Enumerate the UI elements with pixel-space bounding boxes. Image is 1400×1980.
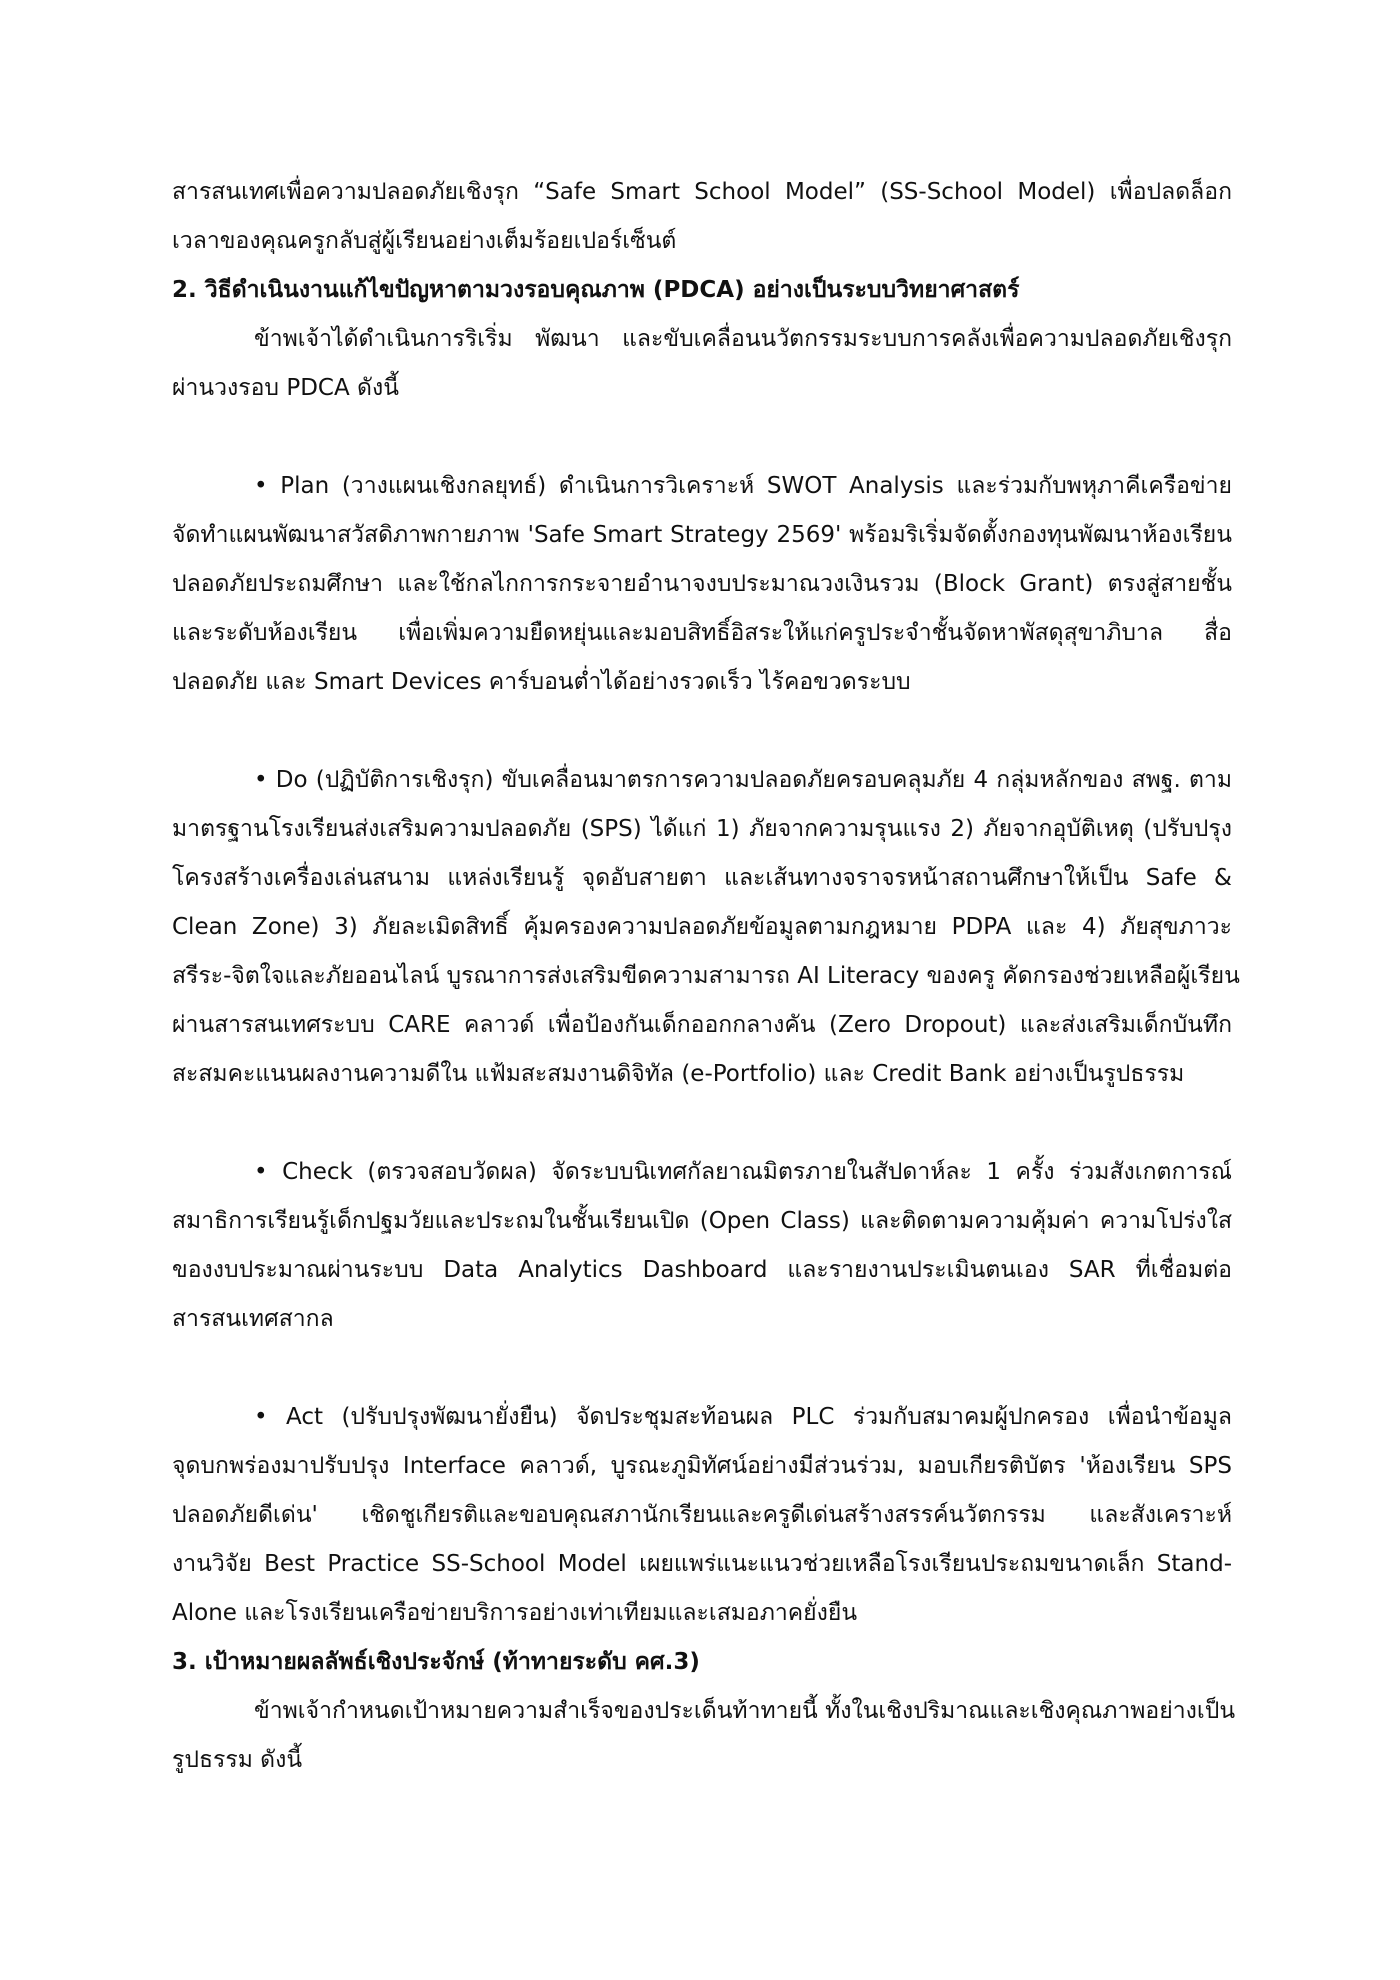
section-2-heading: 2. วิธีดำเนินงานแก้ไขปัญหาตามวงรอบคุณภาพ (PDCA) อย่างเป็นระบบวิทยาศาสตร์: [172, 277, 1020, 303]
plan-line-3: ปลอดภัยประถมศึกษา และใช้กลไกการกระจายอำนาจงบประมาณวงเงินรวม (Block Grant) ตรงสู่สายชั้น: [172, 571, 1232, 597]
do-line-2: มาตรฐานโรงเรียนส่งเสริมความปลอดภัย (SPS) ได้แก่ 1) ภัยจากความรุนแรง 2) ภัยจากอุบัติเหตุ (ปรับปรุง: [172, 816, 1232, 842]
spacer: [172, 1099, 1232, 1148]
spacer: [172, 1344, 1232, 1393]
section-3-line-2: รูปธรรม ดังนี้: [172, 1747, 303, 1773]
plan-line-4: และระดับห้องเรียน เพื่อเพิ่มความยืดหยุ่นและมอบสิทธิ์อิสระให้แก่ครูประจำชั้นจัดหาพัสดุสุขาภิบาล สื่อ: [172, 620, 1232, 646]
do-line-3: โครงสร้างเครื่องเล่นสนาม แหล่งเรียนรู้ จุดอับสายตา และเส้นทางจราจรหน้าสถานศึกษาให้เป็น Safe &: [172, 865, 1232, 891]
check-line-2: สมาธิการเรียนรู้เด็กปฐมวัยและประถมในชั้นเรียนเปิด (Open Class) และติดตามความคุ้มค่า ความโปร่งใส: [172, 1208, 1232, 1234]
spacer: [172, 413, 1232, 462]
plan-line-2: จัดทำแผนพัฒนาสวัสดิภาพกายภาพ 'Safe Smart Strategy 2569' พร้อมริเริ่มจัดตั้งกองทุนพัฒนาห้องเรียน: [172, 522, 1232, 548]
plan-line-1: • Plan (วางแผนเชิงกลยุทธ์) ดำเนินการวิเคราะห์ SWOT Analysis และร่วมกับพหุภาคีเครือข่าย: [254, 473, 1232, 499]
act-line-5: Alone และโรงเรียนเครือข่ายบริการอย่างเท่าเทียมและเสมอภาคยั่งยืน: [172, 1600, 858, 1626]
spacer: [172, 707, 1232, 756]
act-line-2: จุดบกพร่องมาปรับปรุง Interface คลาวด์, บูรณะภูมิทัศน์อย่างมีส่วนร่วม, มอบเกียรติบัตร 'ห้องเรียน SPS: [172, 1453, 1232, 1479]
intro-line-1: สารสนเทศเพื่อความปลอดภัยเชิงรุก “Safe Smart School Model” (SS-School Model) เพื่อปลดล็อก: [172, 179, 1232, 205]
act-line-3: ปลอดภัยดีเด่น' เชิดชูเกียรติและขอบคุณสภานักเรียนและครูดีเด่นสร้างสรรค์นวัตกรรม และสังเคราะห์: [172, 1502, 1232, 1528]
section-3-line-1: ข้าพเจ้ากำหนดเป้าหมายความสำเร็จของประเด็นท้าทายนี้ ทั้งในเชิงปริมาณและเชิงคุณภาพอย่างเป็น: [254, 1698, 1236, 1724]
act-line-1: • Act (ปรับปรุงพัฒนายั่งยืน) จัดประชุมสะท้อนผล PLC ร่วมกับสมาคมผู้ปกครอง เพื่อนำข้อมูล: [254, 1404, 1232, 1430]
section-2-line-1: ข้าพเจ้าได้ดำเนินการริเริ่ม พัฒนา และขับเคลื่อนนวัตกรรมระบบการคลังเพื่อความปลอดภัยเชิงรุก: [254, 326, 1232, 352]
document-page: [172, 168, 1240, 1785]
section-3-heading: 3. เป้าหมายผลลัพธ์เชิงประจักษ์ (ท้าทายระดับ คศ.3): [172, 1649, 700, 1675]
plan-line-5: ปลอดภัย และ Smart Devices คาร์บอนต่ำได้อย่างรวดเร็ว ไร้คอขวดระบบ: [172, 669, 911, 695]
check-line-1: • Check (ตรวจสอบวัดผล) จัดระบบนิเทศกัลยาณมิตรภายในสัปดาห์ละ 1 ครั้ง ร่วมสังเกตการณ์: [254, 1159, 1232, 1185]
check-line-4: สารสนเทศสากล: [172, 1306, 334, 1332]
do-line-7: สะสมคะแนนผลงานความดีใน แฟ้มสะสมงานดิจิทัล (e-Portfolio) และ Credit Bank อย่างเป็นรูปธรรม: [172, 1061, 1185, 1087]
act-line-4: งานวิจัย Best Practice SS-School Model เผยแพร่แนะแนวช่วยเหลือโรงเรียนประถมขนาดเล็ก Stand-: [172, 1551, 1232, 1577]
do-line-5: สรีระ-จิตใจและภัยออนไลน์ บูรณาการส่งเสริมขีดความสามารถ AI Literacy ของครู คัดกรองช่วยเหลือผู้เรียน: [172, 963, 1240, 989]
do-line-4: Clean Zone) 3) ภัยละเมิดสิทธิ์ คุ้มครองความปลอดภัยข้อมูลตามกฎหมาย PDPA และ 4) ภัยสุขภาวะ: [172, 914, 1232, 940]
do-line-1: • Do (ปฏิบัติการเชิงรุก) ขับเคลื่อนมาตรการความปลอดภัยครอบคลุมภัย 4 กลุ่มหลักของ สพฐ. ตาม: [254, 767, 1232, 793]
check-line-3: ของงบประมาณผ่านระบบ Data Analytics Dashboard และรายงานประเมินตนเอง SAR ที่เชื่อมต่อ: [172, 1257, 1232, 1283]
section-2-line-2: ผ่านวงรอบ PDCA ดังนี้: [172, 375, 399, 401]
intro-line-2: เวลาของคุณครูกลับสู่ผู้เรียนอย่างเต็มร้อยเปอร์เซ็นต์: [172, 228, 677, 254]
do-line-6: ผ่านสารสนเทศระบบ CARE คลาวด์ เพื่อป้องกันเด็กออกกลางคัน (Zero Dropout) และส่งเสริมเด็กบันทึก: [172, 1012, 1232, 1038]
